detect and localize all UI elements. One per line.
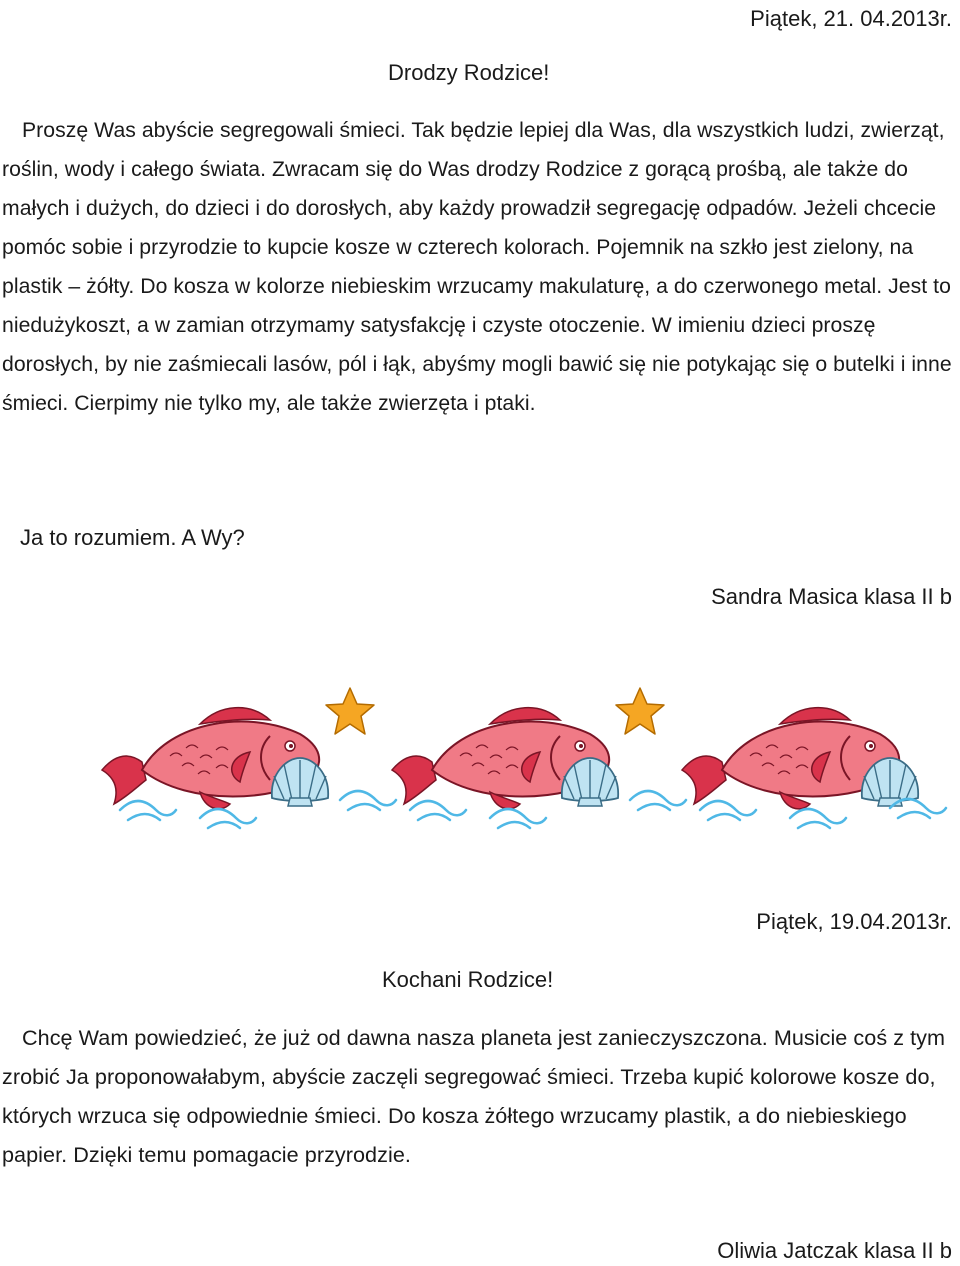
letter1-body — [2, 111, 957, 423]
wave-icon — [890, 799, 946, 818]
wave-icon — [630, 791, 686, 810]
wave-icon — [340, 791, 396, 810]
starfish-icon — [616, 688, 664, 734]
letter1-signature: Sandra Masica klasa II b — [711, 584, 952, 609]
wave-icon — [120, 801, 176, 820]
letter2-greeting: Kochani Rodzice! — [382, 967, 554, 992]
letter1-date: Piątek, 21. 04.2013r. — [750, 6, 952, 31]
wave-icon — [700, 801, 756, 820]
starfish-icon — [326, 688, 374, 734]
letter2-signature: Oliwia Jatczak klasa II b — [717, 1238, 952, 1263]
wave-icon — [200, 809, 256, 828]
letter2-body — [2, 1018, 957, 1174]
letter2-date: Piątek, 19.04.2013r. — [756, 909, 952, 934]
letter1-greeting: Drodzy Rodzice! — [388, 60, 550, 85]
wave-icon — [790, 809, 846, 828]
sea-decoration-border — [100, 670, 960, 830]
letter1-body-text: Proszę Was abyście segregowali śmieci. Tak będzie lepiej dla Was, dla wszystkich ludzi, zwierząt, roślin, wody i całego świata. Zwracam się do Was drodzy Rodzice z gorącą prośbą, ale także do małych i dużych, do dzieci i do dorosłych, aby każdy prowadził segregację odpadów. Jeżeli chcecie pomóc sobie i przyrodzie to kupcie kosze w czterech kolorach. Pojemnik na szkło jest zielony, na plastik – żółty. Do kosza w kolorze niebieskim wrzucamy makulaturę, a do czerwonego metal. Jest to niedużykoszt, a w zamian otrzymamy satysfakcję i czyste otoczenie. W imieniu dzieci proszę dorosłych, by nie zaśmiecali lasów, pól i łąk, abyśmy mogli bawić się nie potykając się o butelki i inne śmieci. Cierpimy nie tylko my, ale także zwierzęta i ptaki. — [2, 119, 952, 415]
wave-icon — [410, 801, 466, 820]
letter2-body-text: Chcę Wam powiedzieć, że już od dawna nasza planeta jest zanieczyszczona. Musicie coś z tym zrobić Ja proponowałabym, abyście zaczęli segregować śmieci. Trzeba kupić kolorowe kosze do, których wrzuca się odpowiednie śmieci. Do kosza żółtego wrzucamy plastik, a do niebieskiego papier. Dzięki temu pomagacie przyrodzie. — [2, 1025, 946, 1167]
wave-icon — [490, 809, 546, 828]
letter1-closing: Ja to rozumiem. A Wy? — [20, 525, 245, 550]
